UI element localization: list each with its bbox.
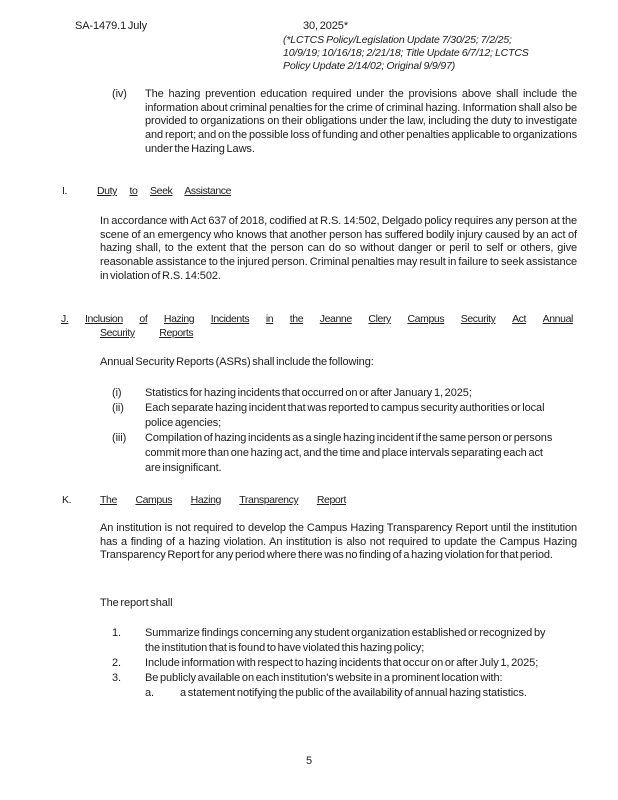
- list-marker: (i): [112, 387, 122, 399]
- section-k-body: An institution is not required to develop the Campus Hazing Transparency Report until the institution has a finding of a hazing violation. An institution is also not required to update the Campus Hazing Transparency Report for any period where there was no finding of a hazing violation for that period.: [100, 522, 577, 562]
- list-item-text: Compilation of hazing incidents as a single hazing incident if the same person or persons commit more than one hazing act, and the time and place intervals separating each act are insignificant.: [145, 432, 553, 474]
- sub-list-item: [145, 686, 554, 701]
- list-item-text: a statement notifying the public of the availability of annual hazing statistics.: [180, 687, 527, 699]
- section-k-title: The Campus Hazing Transparency Report: [100, 494, 346, 506]
- section-i-label: I.: [62, 185, 68, 197]
- item-iv: [112, 88, 577, 157]
- section-i-body: In accordance with Act 637 of 2018, codified at R.S. 14:502, Delgado policy requires any person at the scene of an emergency who knows that another person has suffered bodily injury caused by an act of hazing shall, to the extent that the person can do so without danger or peril to self or others, give reasonable assistance to the injured person. Criminal penalties may result in failure to seek assistance in violation of R.S. 14:502.: [100, 215, 577, 282]
- revision-line: (*LCTCS Policy/Legislation Update 7/30/25; 7/2/25;: [283, 34, 512, 46]
- document-id: SA-1479.1 July: [75, 20, 147, 32]
- report-intro: The report shall: [100, 597, 173, 609]
- section-j-title-line2: Security Reports: [100, 327, 194, 339]
- list-item: [112, 656, 554, 671]
- page-number: 5: [305, 755, 313, 767]
- document-date: 30, 2025*: [303, 20, 348, 32]
- section-j-list: [112, 386, 554, 476]
- list-item-text: Statistics for hazing incidents that occurred on or after January 1, 2025;: [145, 387, 472, 399]
- section-i-title: Duty to Seek Assistance: [97, 185, 232, 197]
- list-item-text: Be publicly available on each institution's website in a prominent location with:: [145, 672, 503, 684]
- list-item: [112, 386, 554, 401]
- list-item: [112, 671, 554, 686]
- item-iv-text: The hazing prevention education required under the provisions above shall include the information about criminal penalties for the crime of criminal hazing. Information shall also be provided to organizations on their obligations under the law, including the duty to investigate and report; and on the possible loss of funding and other penalties applicable to organizations under the Hazing Laws.: [145, 88, 577, 155]
- section-k-label: K.: [62, 494, 72, 506]
- list-marker: a.: [145, 687, 154, 699]
- list-marker: (ii): [112, 402, 124, 414]
- list-item: [112, 626, 554, 656]
- list-marker: 2.: [112, 657, 121, 669]
- item-iv-marker: (iv): [112, 88, 127, 100]
- list-item: [112, 431, 554, 476]
- section-k-list: [112, 626, 554, 701]
- section-j-intro: Annual Security Reports (ASRs) shall include the following:: [100, 356, 374, 368]
- revision-history: [283, 34, 593, 73]
- list-item-text: Include information with respect to hazing incidents that occur on or after July 1, 2025;: [145, 657, 539, 669]
- section-j-title-line1: J. Inclusion of Hazing Incidents in the Jeanne Clery Campus Security Act Annual: [61, 313, 573, 325]
- revision-line: 10/9/19; 10/16/18; 2/21/18; Title Update 6/7/12; LCTCS: [283, 47, 529, 59]
- list-item-text: Each separate hazing incident that was reported to campus security authorities or local police agencies;: [145, 402, 545, 429]
- list-item: [112, 401, 554, 431]
- list-item-text: Summarize findings concerning any student organization established or recognized by the institution that is found to have violated this hazing policy;: [145, 627, 546, 654]
- list-marker: (iii): [112, 432, 127, 444]
- list-marker: 3.: [112, 672, 121, 684]
- list-marker: 1.: [112, 627, 121, 639]
- revision-line: Policy Update 2/14/02; Original 9/9/97): [283, 60, 456, 72]
